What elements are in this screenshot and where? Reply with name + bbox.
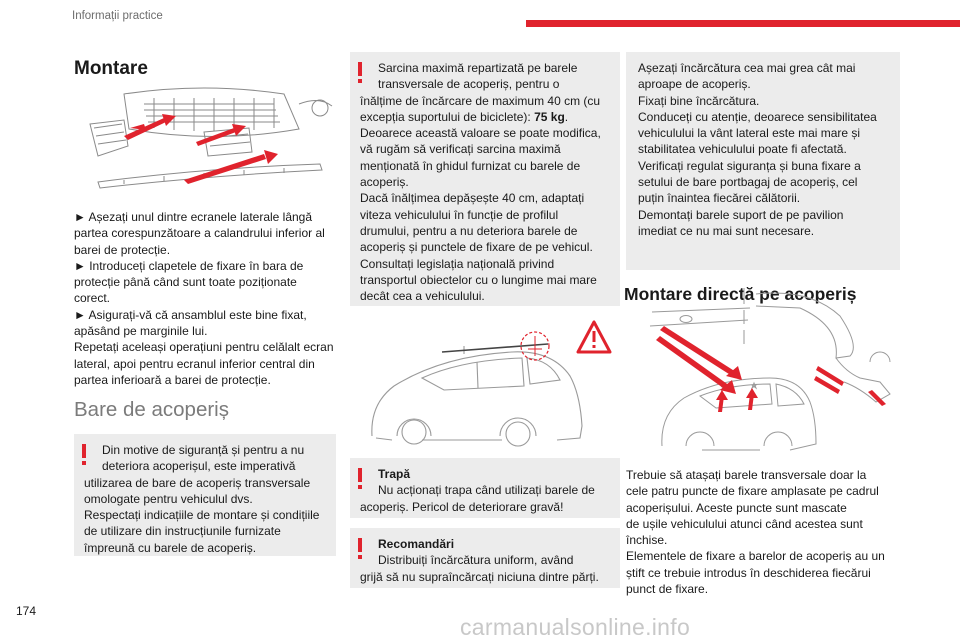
- warning-icon: [357, 468, 363, 490]
- title-bare-acoperis: Bare de acoperiș: [74, 398, 229, 421]
- text-line: transversale de acoperiș, pentru o: [378, 77, 560, 92]
- load-advice-box: [626, 52, 900, 270]
- title-montare: Montare: [74, 58, 148, 79]
- text-line: vehiculului la vânt lateral este mai mare și: [638, 126, 861, 141]
- sunroof-title: Trapă: [378, 467, 411, 481]
- title-montare-directa: Montare directă pe acoperiș: [624, 284, 857, 304]
- text-line: Repetați aceleași operațiuni pentru celălalt ecran: [74, 340, 334, 355]
- warning-icon: [81, 444, 87, 466]
- text-line: știft ce trebuie introdus în deschiderea fiecărui: [626, 565, 871, 580]
- text-line: lateral, apoi pentru ecranul inferior central din: [74, 356, 315, 371]
- text-line: ► Introduceți clapetele de fixare în bara de: [74, 258, 304, 273]
- page-number: 174: [16, 604, 37, 618]
- text-line: Din motive de siguranță și pentru a nu: [102, 443, 305, 457]
- text-line: Nu acționați trapa când utilizați barele de: [378, 483, 595, 498]
- text-line: Distribuiți încărcătura uniform, având: [378, 553, 574, 568]
- text-line: acoperiș.: [360, 175, 409, 190]
- watermark: carmanualsonline.info: [460, 614, 691, 640]
- bumper-screens-illustration: [84, 84, 334, 194]
- text-line: Conduceți cu atenție, deoarece sensibilitatea: [638, 109, 877, 124]
- text-line: Fixați bine încărcătura.: [638, 93, 760, 108]
- text-fragment: excepția suportului de biciclete):: [360, 109, 535, 124]
- warning-icon: [357, 62, 363, 84]
- header-accent-bar: [526, 20, 960, 27]
- text-line: grijă să nu supraîncărcați niciuna dintre părți.: [360, 569, 599, 584]
- text-line: deteriora acoperișul, este imperativă: [102, 459, 296, 474]
- text-line: Consultați legislația națională privind: [360, 256, 555, 271]
- text-line: Sarcina maximă repartizată pe barele: [378, 61, 578, 75]
- text-line: ► Așezați unul dintre ecranele laterale lângă: [74, 210, 313, 224]
- text-line: ► Asigurați-vă că ansamblul este bine fixat,: [74, 307, 307, 322]
- text-line: acoperiș. Pericol de deteriorare gravă!: [360, 499, 564, 514]
- text-line: acoperiș și punctele de fixare de pe vehicul.: [360, 240, 593, 255]
- text-line: puțin înaintea fiecărei călătorii.: [638, 191, 801, 206]
- text-line: utilizarea de bare de acoperiș transversale: [84, 475, 311, 490]
- text-line: partea inferioară a barei de protecție.: [74, 372, 271, 387]
- text-line: omologate pentru vehiculul dvs.: [84, 491, 253, 506]
- text-line: acoperișului. Aceste puncte sunt mascate: [626, 500, 847, 515]
- text-line: vă rugăm să verificați sarcina maximă: [360, 142, 561, 157]
- text-line: închise.: [626, 533, 668, 548]
- header-section-title: Informații practice: [72, 10, 163, 22]
- text-line: excepția suportului de biciclete): 75 kg.: [360, 109, 569, 124]
- text-line: partea corespunzătoare a calandrului inferior al: [74, 226, 325, 241]
- roof-mounting-illustration: [640, 286, 902, 464]
- max-load-box: [350, 52, 620, 306]
- recommendations-title: Recomandări: [378, 537, 455, 551]
- text-line: drumului, pentru a nu deteriora barele de: [360, 223, 578, 238]
- recommendations-box: [350, 528, 620, 588]
- danger-triangle-icon: [578, 322, 610, 352]
- text-line: înălțime de încărcare de maximum 40 cm (cu: [360, 93, 601, 108]
- text-line: decât cea a vehiculului.: [360, 289, 485, 304]
- text-line: de ușile vehiculului atunci când acestea sunt: [626, 516, 863, 531]
- text-line: Elementele de fixare a barelor de acoperiș au un: [626, 549, 885, 564]
- car-sunroof-warning-illustration: [352, 316, 618, 456]
- text-line: Așezați încărcătura cea mai grea cât mai: [638, 61, 856, 75]
- text-line: corect.: [74, 291, 111, 306]
- text-line: protecție până când sunt toate poziționate: [74, 275, 297, 290]
- text-line: transportul obiectelor cu o lungime mai mare: [360, 272, 597, 287]
- sunroof-warning-box: [350, 458, 620, 518]
- text-line: Demontați barele suport de pe pavilion: [638, 207, 844, 222]
- text-line: Trebuie să atașați barele transversale doar la: [626, 468, 867, 482]
- text-line: stabilitatea vehiculului poate fi afectată.: [638, 142, 847, 157]
- warning-box-roof-bars: [74, 434, 336, 556]
- direct-mounting-text: [626, 467, 904, 597]
- text-line: de utilizare din instrucțiunile furnizate: [84, 524, 281, 539]
- text-line: Verificați regulat siguranța și buna fixare a: [638, 158, 861, 173]
- text-line: Dacă înălțimea depășește 40 cm, adaptați: [360, 191, 585, 206]
- text-line: Deoarece această valoare se poate modifica,: [360, 126, 601, 141]
- max-load-value: 75 kg: [534, 109, 565, 124]
- warning-icon: [357, 538, 363, 560]
- text-line: Respectați indicațiile de montare și condițiile: [84, 508, 320, 523]
- text-line: apăsând pe marginile lui.: [74, 324, 208, 339]
- text-line: punct de fixare.: [626, 582, 709, 597]
- text-line: menționată în ghidul furnizat cu barele de: [360, 158, 581, 173]
- text-line: setului de bare portbagaj de acoperiș, cel: [638, 175, 858, 190]
- text-line: barei de protecție.: [74, 242, 171, 257]
- text-line: împreună cu barele de acoperiș.: [84, 540, 257, 555]
- text-line: imediat ce nu mai sunt necesare.: [638, 223, 815, 238]
- text-line: cele patru puncte de fixare amplasate pe cadrul: [626, 484, 879, 499]
- montare-instructions: [74, 209, 346, 388]
- text-line: viteza vehiculului în funcție de profilul: [360, 207, 559, 222]
- text-line: aproape de acoperiș.: [638, 77, 751, 92]
